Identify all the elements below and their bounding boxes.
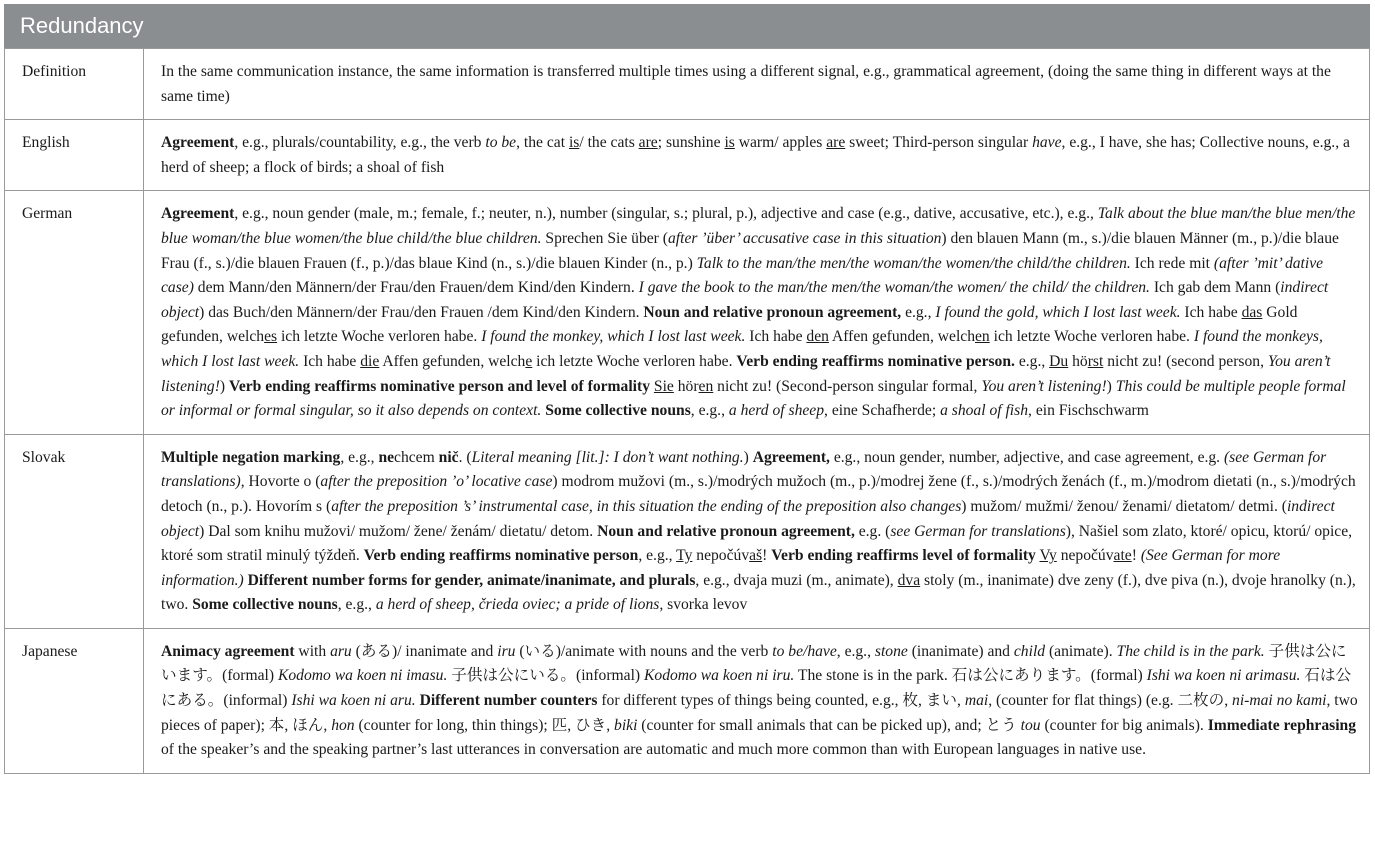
table-row — [5, 434, 1370, 628]
redundancy-table — [4, 4, 1370, 774]
row-content: Agreement, e.g., plurals/countability, e.g., the verb to be, the cat is/ the cats are; sunshine is warm/ apples are sweet; Third-person singular have, e.g., I have, she has; Collective nouns, e.g., a herd of sheep; a flock of birds; a shoal of fish — [144, 120, 1370, 191]
row-content: Multiple negation marking, e.g., nechcem nič. (Literal meaning [lit.]: I don’t want nothing.) Agreement, e.g., noun gender, number, adjective, and case agreement, e.g. (see German for translations), Hovorte o (after the preposition ’o’ locative case) modrom mužovi (m., s.)/modrých mužoch (m., p.)/modrej žene (f., s.)/modrých ženách (f., m.)/modrom dietati (n., s.)/modrých detoch (n., p.). Hovorím s (after the preposition ’s’ instrumental case, in this situation the ending of the preposition also changes) mužom/ mužmi/ ženou/ ženami/ dietatom/ detmi. (indirect object) Dal som knihu mužovi/ mužom/ žene/ ženám/ dietatu/ detom. Noun and relative pronoun agreement, e.g. (see German for translations), Našiel som zlato, ktoré/ opicu, ktorú/ opice, ktoré som stratil minulý týždeň. Verb ending reaffirms nominative person, e.g., Ty nepočúvaš! Verb ending reaffirms level of formality Vy nepočúvate! (See German for more information.) Different number forms for gender, animate/inanimate, and plurals, e.g., dvaja muzi (m., animate), dva stoly (m., inanimate) dve zeny (f.), dve piva (n.), dvoje hranolky (n.), two. Some collective nouns, e.g., a herd of sheep, črieda oviec; a pride of lions, svorka levov — [144, 434, 1370, 628]
table-row — [5, 628, 1370, 773]
table-body — [4, 48, 1370, 774]
row-content: Agreement, e.g., noun gender (male, m.; female, f.; neuter, n.), number (singular, s.; plural, p.), adjective and case (e.g., dative, accusative, etc.), e.g., Talk about the blue man/the blue men/the blue woman/the blue women/the blue child/the blue children. Sprechen Sie über (after ’über’ accusative case in this situation) den blauen Mann (m., s.)/die blauen Männer (m., p.)/die blaue Frau (f., s.)/die blauen Frauen (f., p.)/das blaue Kind (n., s.)/die blauen Kinder (n., p.) Talk to the man/the men/the woman/the women/the child/the children. Ich rede mit (after ’mit’ dative case) dem Mann/den Männern/der Frau/den Frauen/dem Kind/den Kindern. I gave the book to the man/the men/the woman/the women/ the child/ the children. Ich gab dem Mann (indirect object) das Buch/den Männern/der Frau/den Frauen /dem Kind/den Kindern. Noun and relative pronoun agreement, e.g., I found the gold, which I lost last week. Ich habe das Gold gefunden, welches ich letzte Woche verloren habe. I found the monkey, which I lost last week. Ich habe den Affen gefunden, welchen ich letzte Woche verloren habe. I found the monkeys, which I lost last week. Ich habe die Affen gefunden, welche ich letzte Woche verloren habe. Verb ending reaffirms nominative person. e.g., Du hörst nicht zu! (second person, You aren’t listening!) Verb ending reaffirms nominative person and level of formality Sie hören nicht zu! (Second-person singular formal, You aren’t listening!) This could be multiple people formal or informal or formal singular, so it also depends on context. Some collective nouns, e.g., a herd of sheep, eine Schafherde; a shoal of fish, ein Fischschwarm — [144, 191, 1370, 434]
row-label: Definition — [5, 49, 144, 120]
row-label: German — [5, 191, 144, 434]
row-content: In the same communication instance, the same information is transferred multiple times using a different signal, e.g., grammatical agreement, (doing the same thing in different ways at the same time) — [144, 49, 1370, 120]
row-label: Japanese — [5, 628, 144, 773]
table-title: Redundancy — [4, 4, 1370, 48]
table-rows — [5, 49, 1370, 774]
row-label: English — [5, 120, 144, 191]
row-content: Animacy agreement with aru (ある)/ inanimate and iru (いる)/animate with nouns and the verb to be/have, e.g., stone (inanimate) and child (animate). The child is in the park. 子供は公にいます。(formal) Kodomo wa koen ni imasu. 子供は公にいる。(informal) Kodomo wa koen ni iru. The stone is in the park. 石は公にあります。(formal) Ishi wa koen ni arimasu. 石は公にある。(informal) Ishi wa koen ni aru. Different number counters for different types of things being counted, e.g., 枚, まい, mai, (counter for flat things) (e.g. 二枚の, ni-mai no kami, two pieces of paper); 本, ほん, hon (counter for long, thin things); 匹, ひき, biki (counter for small animals that can be picked up), and; とう tou (counter for big animals). Immediate rephrasing of the speaker’s and the speaking partner’s last utterances in conversation are automatic and much more common than with European languages in native use. — [144, 628, 1370, 773]
table-row — [5, 120, 1370, 191]
table-row — [5, 191, 1370, 434]
row-label: Slovak — [5, 434, 144, 628]
table-row — [5, 49, 1370, 120]
